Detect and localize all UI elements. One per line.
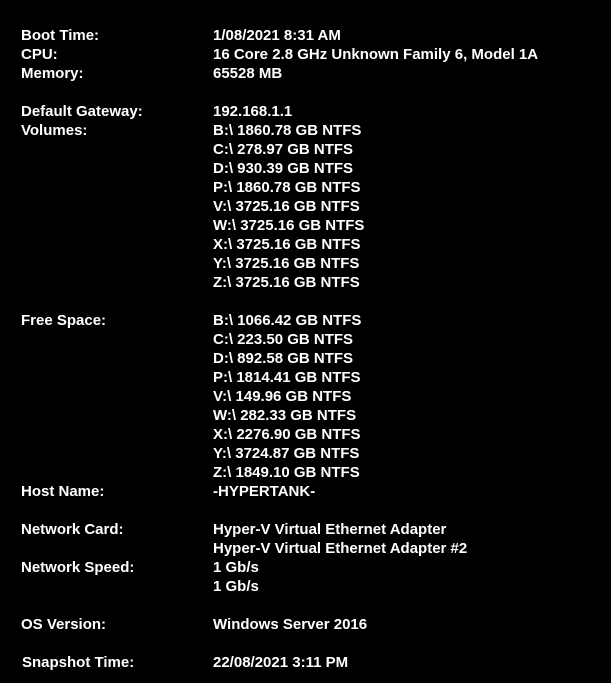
volumes-list — [213, 121, 601, 292]
free-space-z: Z:\ 1849.10 GB NTFS — [213, 464, 360, 481]
network-card-row — [21, 520, 601, 558]
memory-label: Memory: — [21, 65, 84, 82]
free-space-p: P:\ 1814.41 GB NTFS — [213, 369, 361, 386]
free-space-list — [213, 311, 601, 482]
system-info-panel — [21, 26, 601, 672]
volumes-row — [21, 121, 601, 292]
spacer — [21, 292, 601, 311]
snapshot-time-label: Snapshot Time: — [22, 654, 135, 671]
free-space-x: X:\ 2276.90 GB NTFS — [213, 426, 361, 443]
free-space-label: Free Space: — [21, 312, 107, 329]
volume-w: W:\ 3725.16 GB NTFS — [213, 217, 365, 234]
boot-time-row — [21, 26, 601, 45]
volume-c: C:\ 278.97 GB NTFS — [213, 141, 354, 158]
network-card-list — [213, 520, 601, 558]
network-card-label: Network Card: — [21, 521, 124, 538]
network-card-1: Hyper-V Virtual Ethernet Adapter — [213, 521, 447, 538]
free-space-w: W:\ 282.33 GB NTFS — [213, 407, 357, 424]
default-gateway-label: Default Gateway: — [21, 103, 143, 120]
host-name-row — [21, 482, 601, 501]
os-version-row — [21, 615, 601, 634]
boot-time-label: Boot Time: — [21, 27, 100, 44]
network-card-2: Hyper-V Virtual Ethernet Adapter #2 — [213, 540, 468, 557]
network-speed-row — [21, 558, 601, 596]
default-gateway-row — [21, 102, 601, 121]
volume-x: X:\ 3725.16 GB NTFS — [213, 236, 361, 253]
volume-b: B:\ 1860.78 GB NTFS — [213, 122, 362, 139]
network-speed-list — [213, 558, 601, 596]
os-version-value: Windows Server 2016 — [213, 616, 368, 633]
network-speed-2: 1 Gb/s — [213, 578, 259, 595]
free-space-c: C:\ 223.50 GB NTFS — [213, 331, 354, 348]
volume-v: V:\ 3725.16 GB NTFS — [213, 198, 360, 215]
host-name-label: Host Name: — [21, 483, 105, 500]
volume-y: Y:\ 3725.16 GB NTFS — [213, 255, 360, 272]
free-space-d: D:\ 892.58 GB NTFS — [213, 350, 354, 367]
boot-time-value: 1/08/2021 8:31 AM — [213, 27, 341, 44]
default-gateway-value: 192.168.1.1 — [213, 103, 293, 120]
free-space-row — [21, 311, 601, 482]
volume-p: P:\ 1860.78 GB NTFS — [213, 179, 361, 196]
volume-z: Z:\ 3725.16 GB NTFS — [213, 274, 360, 291]
snapshot-time-value: 22/08/2021 3:11 PM — [213, 654, 349, 671]
free-space-b: B:\ 1066.42 GB NTFS — [213, 312, 362, 329]
snapshot-time-row — [21, 653, 601, 672]
spacer — [21, 83, 601, 102]
network-speed-label: Network Speed: — [21, 559, 135, 576]
volumes-label: Volumes: — [21, 122, 88, 139]
memory-row — [21, 64, 601, 83]
spacer — [21, 501, 601, 520]
volume-d: D:\ 930.39 GB NTFS — [213, 160, 354, 177]
cpu-row — [21, 45, 601, 64]
memory-value: 65528 MB — [213, 65, 283, 82]
host-name-value: -HYPERTANK- — [213, 483, 316, 500]
network-speed-1: 1 Gb/s — [213, 559, 259, 576]
free-space-v: V:\ 149.96 GB NTFS — [213, 388, 352, 405]
free-space-y: Y:\ 3724.87 GB NTFS — [213, 445, 360, 462]
spacer — [21, 634, 601, 653]
cpu-value: 16 Core 2.8 GHz Unknown Family 6, Model 1A — [213, 46, 539, 63]
cpu-label: CPU: — [21, 46, 58, 63]
os-version-label: OS Version: — [21, 616, 107, 633]
spacer — [21, 596, 601, 615]
